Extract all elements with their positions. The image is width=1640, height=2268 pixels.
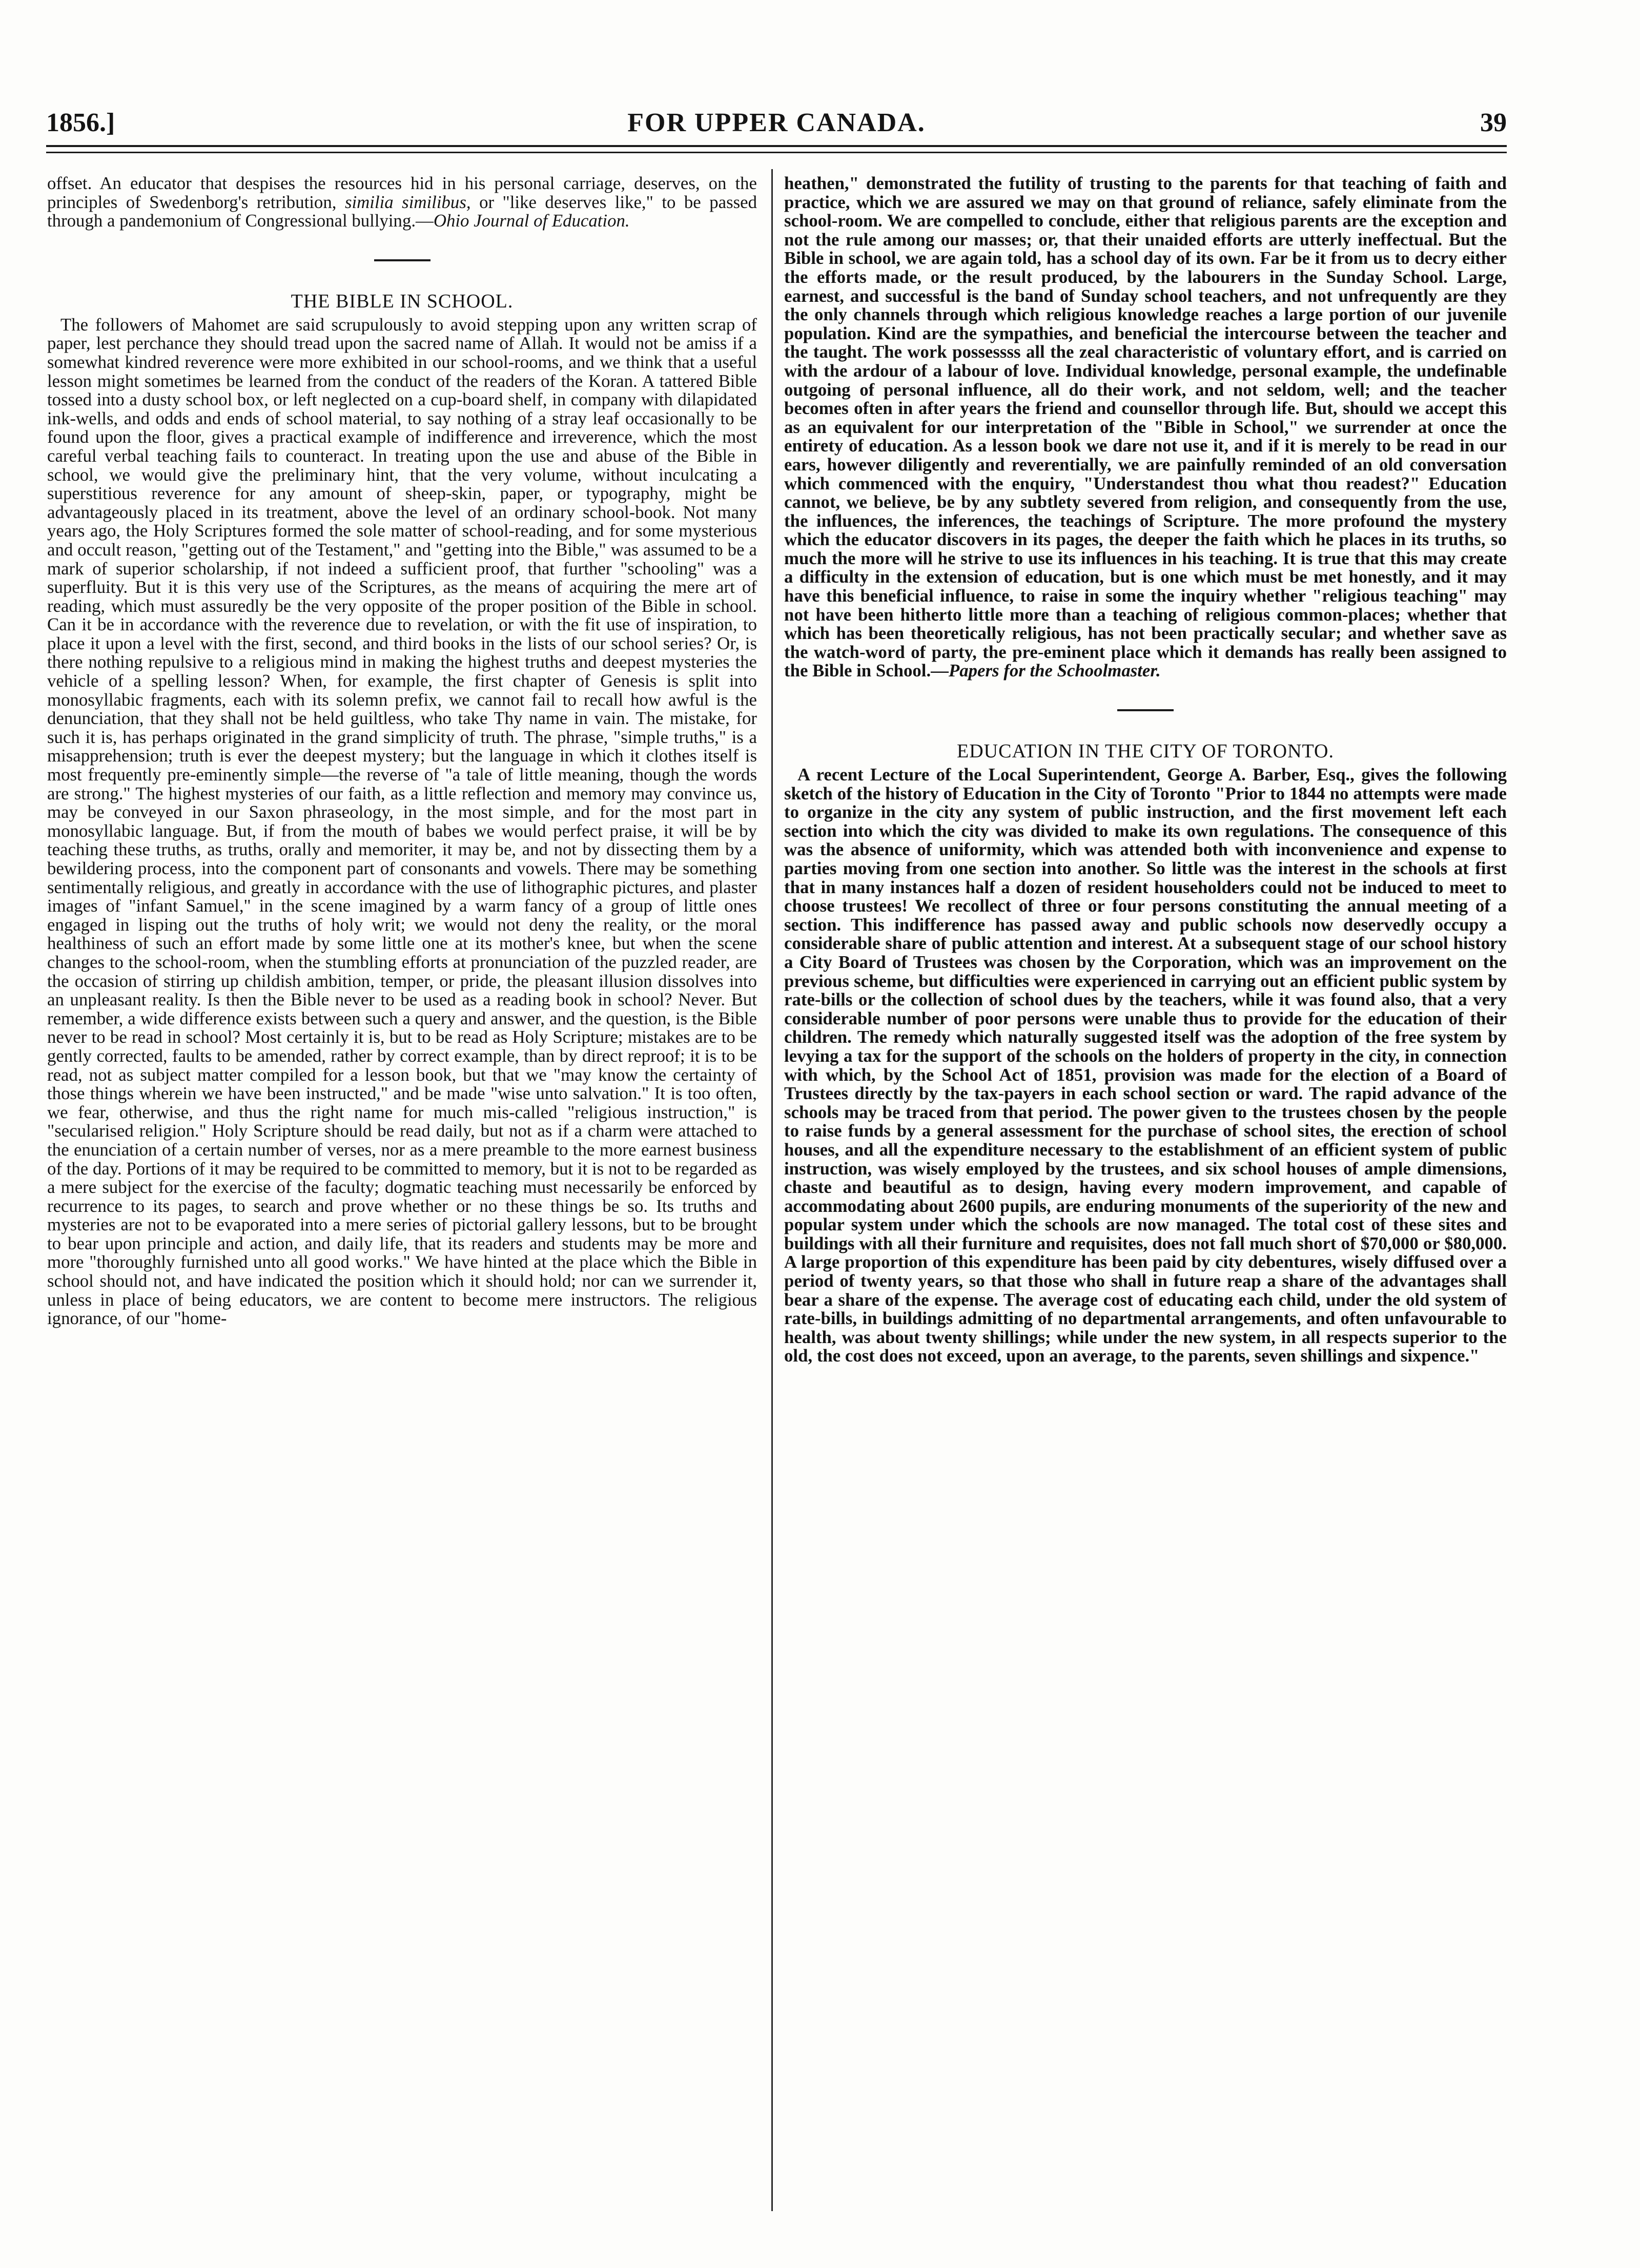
year-label: 1856.] — [46, 108, 115, 137]
running-head — [46, 105, 1507, 141]
column-divider — [771, 169, 773, 2211]
continuation-text: heathen," demonstrated the futility of trusting to the parents for that teaching of faith and practice, which we are assured we may on that ground of reliance, safely eliminate from the school-room. We are compelled to conclude, either that religious parents are the exception and not the rule among our masses; or, that their unaided efforts are utterly ineffectual. But the Bible in school, we are again told, has a school day of its own. Far be it from us to decry either the efforts made, or the result produced, by the labourers in the Sunday School. Large, earnest, and successful is the band of Sunday school teachers, and not unfrequently are they the only channels through which religious knowledge reaches a large portion of our juvenile population. Kind are the sympathies, and beneficial the intercourse between the teacher and the taught. The work possessss all the zeal characteristic of voluntary effort, and is carried on with the ardour of a labour of love. Individual knowledge, personal example, the undefinable outgoing of personal influence, all do their work, and not seldom, well; and the teacher becomes often in after years the friend and counsellor through life. But, should we accept this as an equivalent for our interpretation of the "Bible in School," we surrender at once the entirety of education. As a lesson book we dare not use it, and if it is merely to be read in our ears, however diligently and reverentially, we are painfully reminded of an old conversation which commenced with the enquiry, "Understandest thou what thou readest?" Education cannot, we believe, be by any subtlety severed from religion, and consequently from the use, the influences, the inferences, the teachings of Scripture. The more profound the mystery which the educator discovers in its pages, the deeper the faith which he places in its truths, so much the more will he strive to use its influences in his teaching. It is true that this may create a difficulty in the extension of education, but is one which must be met honestly, and it may have this beneficial influence, to raise in some the inquiry whether "religious teaching" may not have been hitherto little more than a teaching of religious common-places; whether that which has been theoretically religious, has not been practically secular; and whether save as the watch-word of party, the pre-eminent place which it demands has really been assigned to the Bible in School.— — [784, 173, 1507, 681]
section-separator — [374, 259, 430, 261]
header-rule-double — [46, 152, 1507, 153]
latin-phrase: similia similibus, — [344, 192, 471, 212]
intro-text: offset. An educator that despises the resources hid in his personal carriage, deserves, on the principles of Swedenborg's retribution, — [47, 173, 757, 212]
page-number: 39 — [1480, 108, 1507, 137]
intro-paragraph — [47, 174, 757, 231]
intro-source: Ohio Journal of Education. — [433, 211, 630, 231]
continuation-source: Papers for the Schoolmaster. — [948, 661, 1161, 681]
left-column — [47, 174, 757, 1328]
journal-title: FOR UPPER CANADA. — [627, 108, 926, 137]
article-title-education-toronto: EDUCATION IN THE CITY OF TORONTO. — [957, 740, 1334, 762]
bible-article-continuation — [784, 174, 1507, 681]
article-title-bible-in-school: THE BIBLE IN SCHOOL. — [291, 290, 514, 312]
section-separator-right — [1117, 709, 1174, 711]
article-body-bible-in-school: The followers of Mahomet are said scrupulously to avoid stepping upon any written scrap of paper, lest perchance they should tread upon the sacred name of Allah. It would not be amiss if a somewhat kindred reverence were more exhibited in our school-rooms, and we think that a useful lesson might sometimes be learned from the conduct of the readers of the Koran. A tattered Bible tossed into a dusty school box, or left neglected on a cup-board shelf, in company with dilapidated ink-wells, and odds and ends of school material, to say nothing of a stray leaf occasionally to be found upon the floor, gives a practical example of indifference and irreverence, which the most careful verbal teaching fails to counteract. In treating upon the use and abuse of the Bible in school, we would give the preliminary hint, that the very volume, without inculcating a superstitious reverence for any amount of sheep-skin, paper, or typography, might be advantageously placed in its treatment, above the level of an ordinary school-book. Not many years ago, the Holy Scriptures formed the sole matter of school-reading, and for some mysterious and occult reason, "getting out of the Testament," and "getting into the Bible," was assumed to be a mark of superior scholarship, if not indeed a sufficient proof, that further "schooling" was a superfluity. But it is this very use of the Scriptures, as the means of acquiring the mere art of reading, which must assuredly be the very opposite of the proper position of the Bible in school. Can it be in accordance with the reverence due to revelation, or with the fit use of inspiration, to place it upon a level with the first, second, and third books in the lists of our school series? Or, is there nothing repulsive to a religious mind in making the highest truths and deepest mysteries the vehicle of a spelling lesson? When, for example, the first chapter of Genesis is split into monosyllabic fragments, each with its solemn prefix, we cannot fail to recall how awful is the denunciation, that they shall not be held guiltless, who take Thy name in vain. The mistake, for such it is, has perhaps originated in the grand simplicity of truth. The phrase, "simple truths," is a misapprehension; truth is ever the deepest mystery; but the language in which it clothes itself is most frequently pre-eminently simple—the reverse of "a tale of little meaning, though the words are strong." The highest mysteries of our faith, as a little reflection and memory may convince us, may be conveyed in our Saxon phraseology, in the most simple, and for the most part in monosyllabic language. But, if from the mouth of babes we would perfect praise, it will be by teaching these truths, as truths, orally and memoriter, it may be, and not by dissecting them by a bewildering process, into the component part of consonants and vowels. There may be something sentimentally religious, and greatly in accordance with the use of lithographic pictures, and plaster images of "infant Samuel," in the scene imagined by a warm fancy of a group of little ones engaged in lisping out the truths of holy writ; we would not deny the reality, or the moral healthiness of such an effort made by some little one at its mother's knee, but when the scene changes to the school-room, when the stumbling efforts at pronunciation of the puzzled reader, are the occasion of stirring up childish ambition, temper, or pride, the pleasant illusion dissolves into an unpleasant reality. Is then the Bible never to be used as a reading book in school? Never. But remember, a wide difference exists between such a query and answer, and the question, is the Bible never to be read in school? Most certainly it is, but to be read as Holy Scripture; mistakes are to be gently corrected, faults to be amended, rather by correct example, than by direct reproof; it is to be read, not as subject matter compiled for a lesson book, but that we "may know the certainty of those things wherein we have been instructed," and be made "wise unto salvation." It is too often, we fear, otherwise, and thus the right name for much mis-called "religious instruction," is "secularised religion." Holy Scripture should be read daily, but not as if a charm were attached to the enunciation of a certain number of verses, nor as a mere preamble to the more earnest business of the day. Portions of it may be required to be committed to memory, but it is not to be regarded as a mere subject for the exercise of the faculty; dogmatic teaching must necessarily be enforced by recurrence to its pages, to search and prove whether or no these things be so. Its truths and mysteries are not to be evaporated into a mere series of pictorial gallery lessons, but to be brought to bear upon principle and action, and daily life, that its readers and students may be more and more "thoroughly furnished unto all good works." We have hinted at the place which the Bible in school should not, and have indicated the position which it should hold; nor can we surrender it, unless in place of being educators, we are content to become mere instructors. The religious ignorance, of our "home- — [47, 314, 757, 1329]
intro-text-continued: or "like deserves like," to be passed through a pandemonium of Congressional bullying.— — [47, 192, 757, 231]
right-column — [784, 174, 1507, 1366]
header-rule — [46, 145, 1507, 147]
article-body-education-toronto: A recent Lecture of the Local Superintendent, George A. Barber, Esq., gives the following sketch of the history of Education in the City of Toronto "Prior to 1844 no attempts were made to organize in the city any system of public instruction, and the first movement left each section into which the city was divided to make its own regulations. The consequence of this was the absence of uniformity, which was attended both with inconvenience and expense to parties moving from one section into another. So little was the interest in the schools at first that in many instances half a dozen of resident householders could not be induced to meet to choose trustees! We recollect of three or four persons constituting the annual meeting of a section. This indifference has passed away and public schools now deservedly occupy a considerable share of public attention and interest. At a subsequent stage of our school history a City Board of Trustees was chosen by the Corporation, which was an improvement on the previous scheme, but difficulties were experienced in carrying out an efficient public system by rate-bills or the collection of school dues by the teachers, while it was found also, that a very considerable number of poor persons were unable thus to provide for the education of their children. The remedy which naturally suggested itself was the adoption of the free system by levying a tax for the support of the schools on the holders of property in the city, in connection with which, by the School Act of 1851, provision was made for the election of a Board of Trustees directly by the tax-payers in each school section or ward. The rapid advance of the schools may be traced from that period. The power given to the trustees chosen by the people to raise funds by a general assessment for the purchase of school sites, the erection of school houses, and all the expenditure necessary to the establishment of an efficient system of public instruction, was wisely employed by the trustees, and six school houses of ample dimensions, chaste and beautiful as to design, having every modern improvement, and capable of accommodating about 2600 pupils, are enduring monuments of the superiority of the new and popular system under which the schools are now managed. The total cost of these sites and buildings with all their furniture and requisites, does not fall much short of $70,000 or $80,000. A large proportion of this expenditure has been paid by city debentures, wisely diffused over a period of twenty years, so that those who shall in future reap a share of the advantages shall bear a share of the expense. The average cost of educating each child, under the old system of rate-bills, in buildings admitting of no departmental arrangements, and often unfavourable to health, was about twenty shillings; while under the new system, in all respects superior to the old, the cost does not exceed, upon an average, to the parents, seven shillings and sixpence." — [784, 765, 1507, 1366]
